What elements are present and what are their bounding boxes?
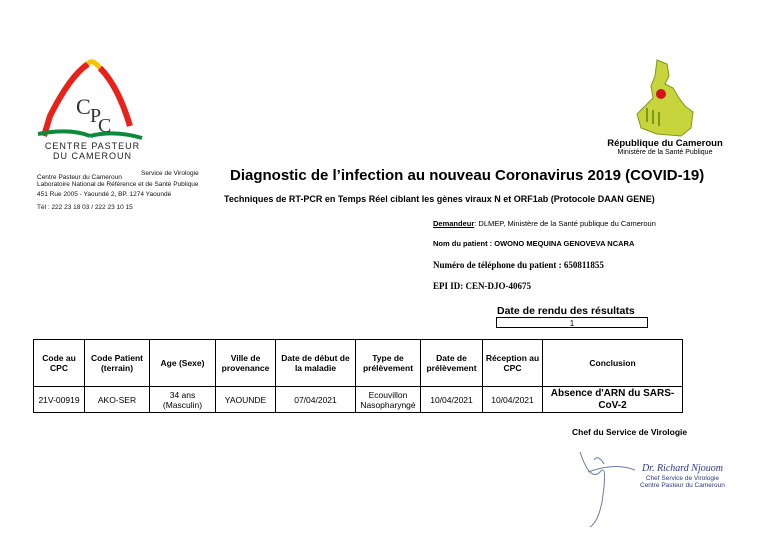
svg-text:C: C: [76, 94, 91, 119]
report-subtitle: Techniques de RT-PCR en Temps Réel ciblant les gènes viraux N et ORF1ab (Protocole DAAN GENE): [224, 194, 655, 204]
cell-date-debut: 07/04/2021: [276, 387, 356, 413]
phone-numbers: Tél : 222 23 18 03 / 222 23 10 15: [37, 204, 133, 211]
patient-name: Nom du patient : OWONO MEQUINA GENOVEVA NCARA: [433, 239, 635, 248]
patient-phone: Numéro de téléphone du patient : 650811855: [433, 260, 604, 270]
official-stamp: [640, 463, 725, 489]
cell-conclusion: Absence d'ARN du SARS-CoV-2: [543, 387, 683, 413]
col-conclusion: Conclusion: [543, 340, 683, 387]
svg-text:P: P: [90, 105, 102, 127]
requester-value: : DLMEP, Ministère de la Santé publique du Cameroun: [474, 219, 656, 228]
doctor-name: Dr. Richard Njouom: [641, 463, 723, 474]
cell-type-prelevement: Ecouvillon Nasopharyngé: [356, 387, 421, 413]
institution-name: Centre Pasteur du Cameroun: [37, 174, 122, 181]
ministry-name: Ministère de la Santé Publique: [617, 149, 713, 156]
institution-address: [37, 170, 199, 213]
cell-ville: YAOUNDE: [216, 387, 276, 413]
service-name: Service de Virologie: [141, 170, 199, 177]
col-code-cpc: Code au CPC: [34, 340, 85, 387]
table-row: [34, 387, 683, 413]
address: 451 Rue 2005 - Yaoundé 2, BP. 1274 Yaoundé: [37, 191, 172, 198]
report-title: Diagnostic de l’infection au nouveau Coronavirus 2019 (COVID-19): [230, 167, 705, 184]
table-header-row: [34, 340, 683, 387]
cell-date-prelevement: 10/04/2021: [421, 387, 483, 413]
results-date-value: 1: [496, 317, 648, 328]
requester-label: Demandeur: [433, 219, 475, 228]
cpc-logo-caption: CENTRE PASTEUR DU CAMEROUN: [44, 141, 141, 161]
col-age-sexe: Age (Sexe): [150, 340, 216, 387]
republic-header: [585, 138, 745, 156]
col-ville: Ville de provenance: [216, 340, 276, 387]
cell-code-patient: AKO-SER: [85, 387, 150, 413]
cell-reception: 10/04/2021: [483, 387, 543, 413]
col-date-prelevement: Date de prélèvement: [421, 340, 483, 387]
signatory-title: Chef du Service de Virologie: [572, 427, 688, 437]
col-date-debut: Date de début de la maladie: [276, 340, 356, 387]
lab-name: Laboratoire National de Référence et de Santé Publique: [37, 181, 199, 188]
results-date-label: Date de rendu des résultats: [497, 305, 635, 317]
col-reception: Réception au CPC: [483, 340, 543, 387]
svg-text:C: C: [98, 115, 112, 137]
cameroon-map-logo: [627, 58, 699, 138]
col-code-patient: Code Patient (terrain): [85, 340, 150, 387]
stamp-line-1: Chef Service de Virologie: [645, 475, 720, 482]
results-table: [33, 339, 683, 413]
epi-id: EPI ID: CEN-DJO-40675: [433, 281, 531, 291]
cell-code-cpc: 21V-00919: [34, 387, 85, 413]
cell-age-sexe: 34 ans (Masculin): [150, 387, 216, 413]
col-type-prelevement: Type de prélèvement: [356, 340, 421, 387]
republic-name: République du Cameroun: [607, 138, 723, 149]
stamp-line-2: Centre Pasteur du Cameroun: [640, 482, 725, 489]
requester: [433, 219, 656, 228]
